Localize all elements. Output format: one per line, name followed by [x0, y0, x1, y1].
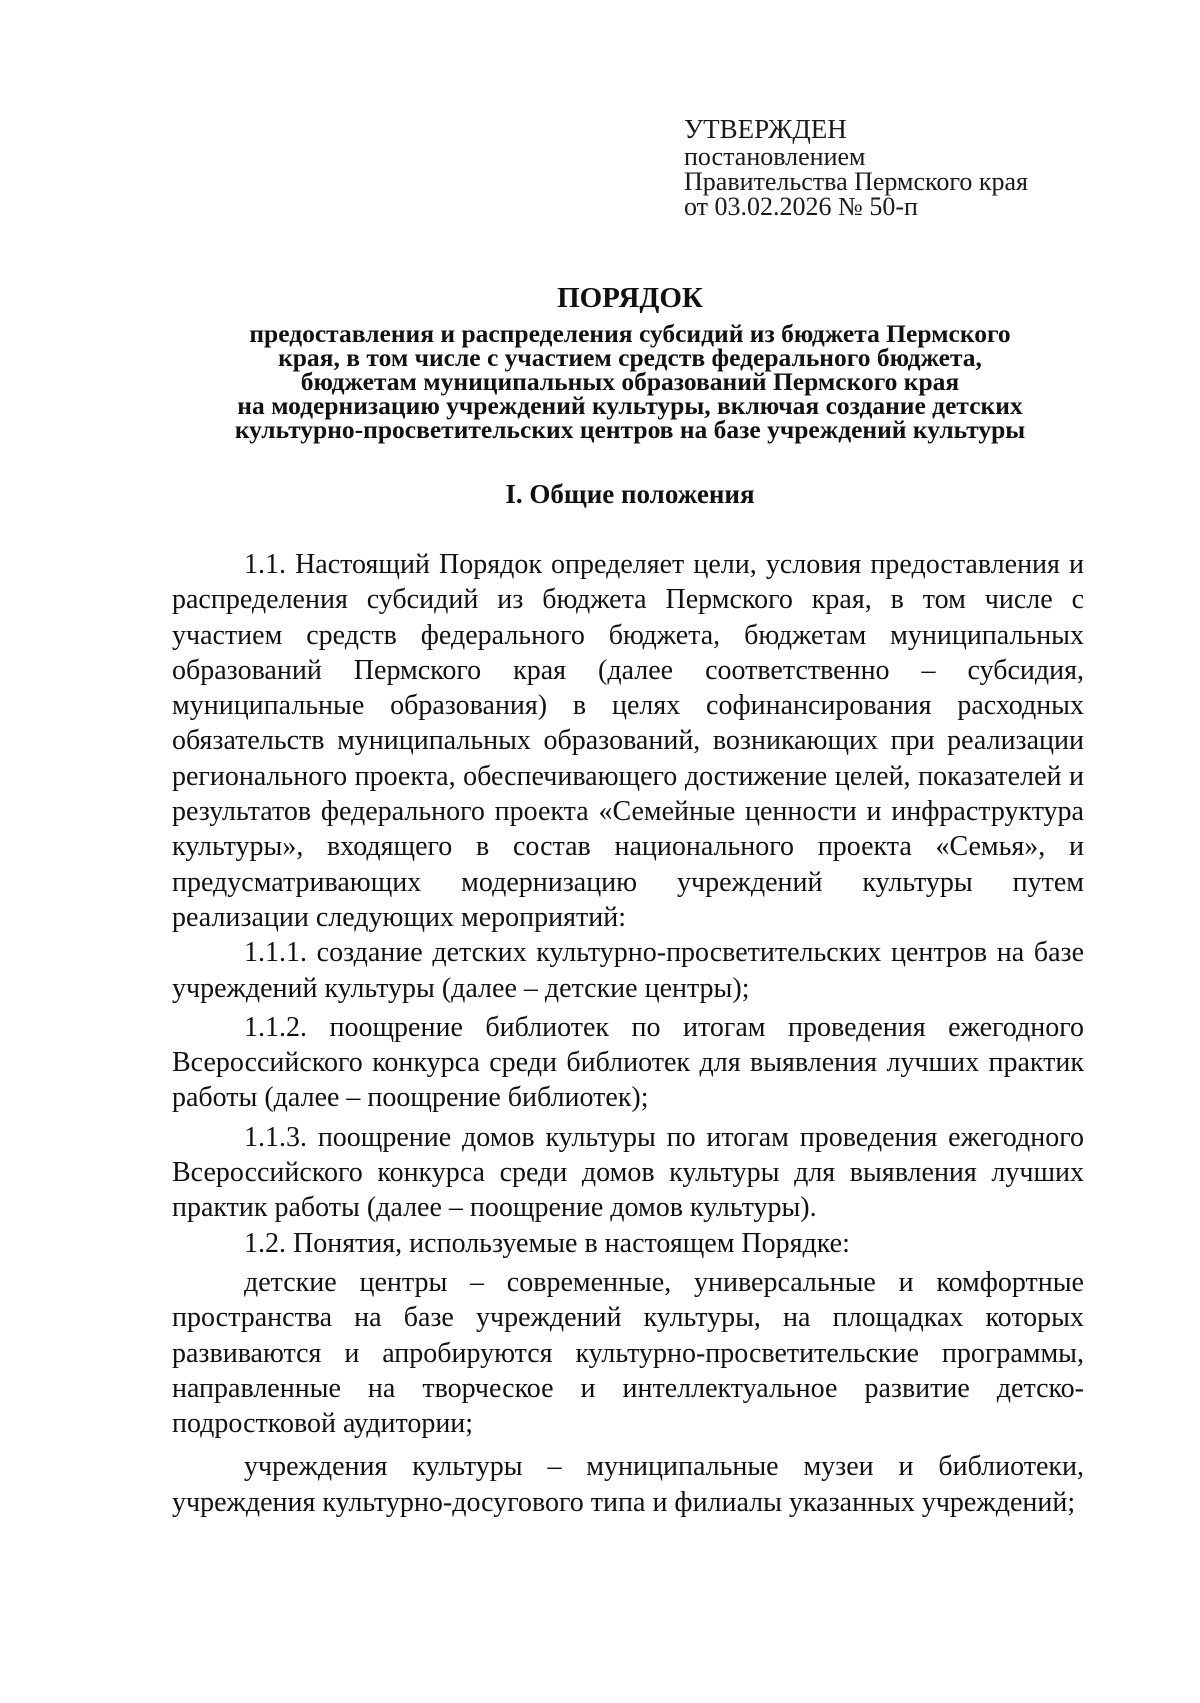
definition-children-centers: детские центры – современные, универсальные и комфортные пространства на базе учреждений культуры, на площадках которых развиваются и апробируются культурно-просветительские программы, направленные на творческое и интеллектуальное развитие детско-подростковой аудитории; — [172, 1266, 1084, 1440]
subtitle-line: бюджетам муниципальных образований Пермского края — [300, 367, 960, 396]
paragraph-1-2: 1.2. Понятия, используемые в настоящем Порядке: — [244, 1227, 850, 1259]
subtitle-line: предоставления и распределения субсидий из бюджета Пермского — [249, 319, 1011, 348]
approval-line: Правительства Пермского края — [684, 167, 1028, 196]
approval-block — [684, 114, 1028, 219]
document-title: ПОРЯДОК — [557, 282, 703, 314]
paragraph-1-1-1: 1.1.1. создание детских культурно-просветительских центров на базе учреждений культуры (далее – детские центры); — [172, 937, 1084, 1004]
paragraph-1-1-2: 1.1.2. поощрение библиотек по итогам проведения ежегодного Всероссийского конкурса среди библиотек для выявления лучших практик работы (далее – поощрение библиотек); — [172, 1011, 1084, 1114]
paragraph-1-1-3: 1.1.3. поощрение домов культуры по итогам проведения ежегодного Всероссийского конкурса среди домов культуры для выявления лучших практик работы (далее – поощрение домов культуры). — [172, 1121, 1084, 1224]
document-body — [172, 547, 1084, 1520]
approval-line: постановлением — [684, 142, 866, 171]
subtitle-line: культурно-просветительских центров на базе учреждений культуры — [234, 415, 1026, 444]
subtitle-line: края, в том числе с участием средств федерального бюджета, — [278, 343, 982, 372]
section-heading: I. Общие положения — [505, 479, 755, 509]
approval-title: УТВЕРЖДЕН — [684, 114, 847, 144]
subtitle-line: на модернизацию учреждений культуры, включая создание детских — [237, 391, 1023, 420]
definition-culture-institutions: учреждения культуры – муниципальные музеи и библиотеки, учреждения культурно-досугового типа и филиалы указанных учреждений; — [172, 1451, 1084, 1518]
document-subtitle — [160, 319, 1100, 444]
approval-date-number: от 03.02.2026 № 50-п — [684, 192, 918, 221]
paragraph-1-1: 1.1. Настоящий Порядок определяет цели, условия предоставления и распределения субсидий из бюджета Пермского края, в том числе с участием средств федерального бюджета, бюджетам муниципальных образований Пермского края (далее соответственно – субсидия, муниципальные образования) в целях софинансирования расходных обязательств муниципальных образований, возникающих при реализации регионального проекта, обеспечивающего достижение целей, показателей и результатов федерального проекта «Семейные ценности и инфраструктура культуры», входящего в состав национального проекта «Семья», и предусматривающих модернизацию учреждений культуры путем реализации следующих мероприятий: — [172, 549, 1084, 933]
